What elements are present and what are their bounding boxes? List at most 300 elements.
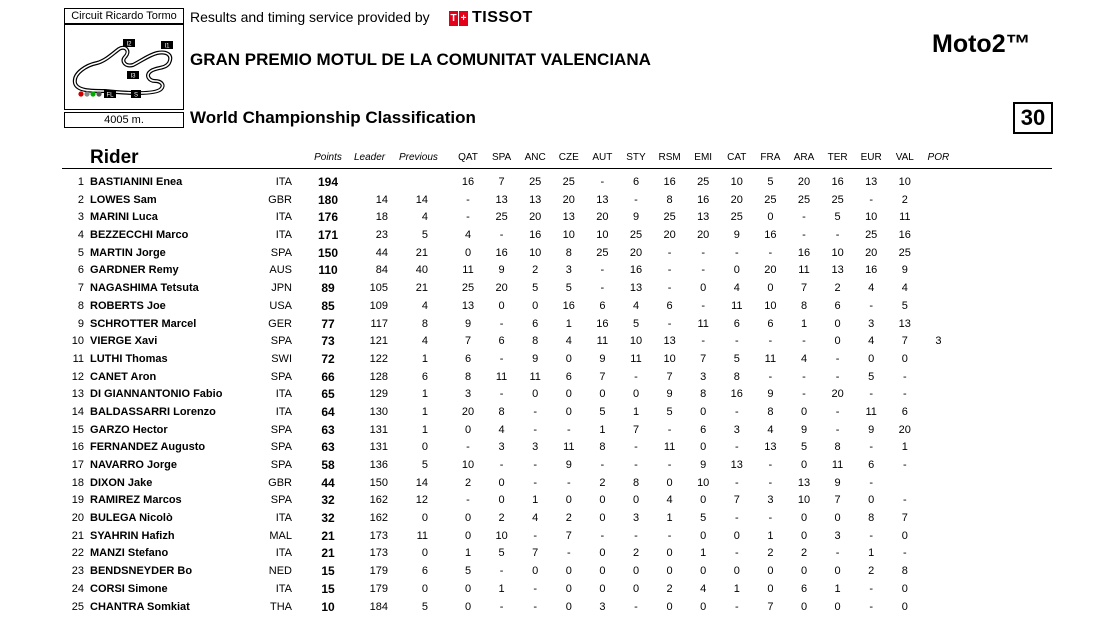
race-result: 25 — [865, 229, 878, 242]
race-result: 11 — [764, 352, 777, 365]
race-result: 8 — [868, 512, 875, 525]
race-result: 13 — [797, 476, 811, 489]
race-result: 3 — [464, 388, 472, 401]
race-result: 1 — [767, 529, 774, 542]
race-result: 4 — [800, 352, 808, 365]
race-result: - — [802, 229, 806, 242]
race-result: 7 — [666, 370, 673, 383]
race-result: 10 — [831, 246, 844, 259]
race-result: - — [869, 582, 874, 595]
race-result: - — [835, 405, 840, 418]
rider-nation: SPA — [270, 370, 292, 383]
race-result: 0 — [464, 512, 472, 525]
race-result: 0 — [532, 388, 539, 401]
race-result: - — [533, 600, 538, 613]
race-result: - — [533, 405, 538, 418]
brand-mark-t: T — [450, 12, 457, 24]
race-result: 3 — [532, 441, 539, 454]
rider-gap-previous: 0 — [421, 582, 428, 595]
rider-gap-previous: 5 — [421, 459, 428, 471]
race-result: - — [634, 459, 638, 471]
race-result: 11 — [697, 317, 709, 330]
race-result: 1 — [868, 547, 875, 560]
race-result: 9 — [632, 211, 640, 224]
race-result: 13 — [461, 299, 475, 312]
rider-points: 65 — [321, 387, 335, 402]
race-result: 0 — [565, 600, 572, 613]
rider-gap-previous: 6 — [421, 565, 428, 578]
race-result: 16 — [898, 229, 911, 242]
race-result: 0 — [834, 600, 841, 613]
table-row — [62, 369, 1052, 387]
rider-name: FERNANDEZ Augusto — [90, 441, 206, 454]
rider-gap-previous: 14 — [415, 193, 428, 206]
rider-gap-previous: 4 — [421, 211, 428, 224]
rider-points: 171 — [317, 228, 339, 243]
race-result: 25 — [529, 176, 542, 188]
map-label-i1: I1 — [164, 43, 170, 50]
race-result: 0 — [666, 600, 673, 613]
race-result: 9 — [834, 476, 841, 489]
rider-name: GARDNER Remy — [90, 264, 179, 277]
race-result: - — [768, 459, 773, 471]
table-row — [62, 316, 1052, 334]
race-result: 9 — [498, 264, 505, 277]
race-result: - — [869, 299, 874, 312]
rider-nation: ITA — [275, 547, 292, 560]
rider-name: BASTIANINI Enea — [90, 176, 183, 188]
rider-name: LUTHI Thomas — [90, 352, 168, 365]
race-result: - — [466, 193, 470, 206]
race-result: 0 — [464, 529, 472, 542]
rider-gap-leader: 131 — [369, 441, 388, 454]
race-result: 6 — [464, 352, 472, 365]
rider-nation: GBR — [268, 193, 292, 206]
race-result: 9 — [901, 264, 908, 277]
race-result: 5 — [464, 565, 472, 578]
rider-nation: MAL — [269, 529, 292, 542]
race-result: - — [835, 229, 840, 242]
race-result: 0 — [599, 547, 606, 560]
table-row — [62, 333, 1052, 351]
race-result: 7 — [733, 494, 740, 507]
brand-name: TISSOT — [472, 9, 533, 26]
header-race-rsm: RSM — [658, 152, 681, 163]
race-result: 6 — [498, 335, 505, 348]
race-result: 20 — [562, 193, 575, 206]
race-result: - — [869, 600, 874, 613]
race-result: 2 — [666, 582, 673, 595]
rider-points: 89 — [321, 281, 335, 296]
header-race-val: VAL — [895, 152, 914, 163]
race-result: 9 — [800, 423, 808, 436]
rider-points: 15 — [321, 581, 335, 596]
rider-gap-leader: 14 — [375, 193, 388, 206]
rider-gap-previous: 0 — [421, 547, 428, 560]
rider-nation: GER — [268, 317, 292, 330]
rider-name: ROBERTS Joe — [90, 299, 166, 312]
race-result: 6 — [868, 459, 875, 471]
race-result: - — [634, 600, 638, 613]
rider-gap-leader: 150 — [369, 476, 388, 489]
rider-position: 17 — [71, 459, 84, 471]
rider-points: 72 — [321, 351, 335, 366]
race-result: - — [835, 423, 840, 436]
brand-mark-cross: + — [460, 12, 467, 24]
rider-gap-previous: 8 — [421, 317, 428, 330]
map-label-i3: I3 — [130, 73, 136, 80]
table-row — [62, 351, 1052, 369]
table-row — [62, 510, 1052, 528]
race-result: - — [768, 512, 773, 525]
rider-name: BEZZECCHI Marco — [90, 229, 189, 242]
race-result: 6 — [632, 176, 640, 188]
race-result: 0 — [767, 582, 774, 595]
rider-nation: ITA — [275, 229, 292, 242]
race-result: 10 — [697, 476, 710, 489]
race-result: 0 — [565, 405, 572, 418]
race-result: 9 — [599, 352, 606, 365]
header-points: Points — [314, 152, 342, 163]
race-result: 20 — [898, 423, 911, 436]
race-result: 0 — [599, 494, 606, 507]
race-result: 9 — [767, 388, 774, 401]
race-result: 6 — [700, 423, 707, 436]
rider-name: BALDASSARRI Lorenzo — [90, 405, 216, 418]
rider-name: NAGASHIMA Tetsuta — [90, 282, 199, 295]
table-row — [62, 439, 1052, 457]
race-result: 2 — [632, 547, 640, 560]
race-result: 20 — [764, 264, 777, 277]
race-result: - — [835, 352, 840, 365]
rider-points: 15 — [321, 564, 335, 579]
map-label-s: S — [133, 92, 139, 99]
rider-gap-previous: 4 — [421, 299, 428, 312]
race-result: 9 — [666, 388, 673, 401]
rider-name: SCHROTTER Marcel — [90, 317, 197, 330]
table-row — [62, 599, 1052, 617]
rider-gap-leader: 173 — [369, 547, 388, 560]
race-result: 2 — [868, 565, 875, 578]
race-result: 4 — [700, 582, 707, 595]
race-result: 10 — [596, 229, 609, 242]
header-race-cat: CAT — [727, 152, 747, 163]
race-result: 25 — [663, 211, 676, 224]
race-result: - — [499, 352, 504, 365]
race-result: 0 — [666, 547, 673, 560]
rider-points: 21 — [321, 546, 335, 561]
race-result: 16 — [697, 193, 710, 206]
race-result: 0 — [632, 388, 640, 401]
race-result: 5 — [532, 282, 539, 295]
rider-position: 6 — [77, 264, 84, 277]
rider-points: 32 — [321, 511, 335, 526]
rider-gap-previous: 14 — [415, 476, 428, 489]
race-result: 16 — [730, 388, 743, 401]
rider-points: 77 — [321, 316, 335, 331]
race-result: 3 — [632, 512, 640, 525]
race-result: 6 — [767, 317, 774, 330]
header-rider: Rider — [90, 147, 139, 168]
table-row — [62, 192, 1052, 210]
header-race-qat: QAT — [458, 152, 478, 163]
race-result: 0 — [767, 565, 774, 578]
rider-position: 11 — [72, 352, 84, 365]
race-result: 3 — [599, 600, 606, 613]
header-race-aut: AUT — [592, 152, 613, 163]
race-result: 6 — [901, 405, 908, 418]
race-result: - — [600, 282, 605, 295]
header-leader: Leader — [354, 152, 386, 163]
rider-nation: ITA — [275, 405, 292, 418]
rider-position: 23 — [71, 565, 84, 578]
race-result: 8 — [733, 370, 740, 383]
race-result: 1 — [565, 317, 572, 330]
table-row — [62, 245, 1052, 263]
map-label-fl: FL — [106, 92, 114, 99]
race-result: - — [902, 494, 907, 507]
rider-position: 18 — [71, 476, 84, 489]
race-result: 2 — [464, 476, 472, 489]
race-result: 25 — [461, 282, 475, 295]
race-result: 9 — [733, 229, 740, 242]
race-result: 16 — [764, 229, 777, 242]
race-result: 0 — [599, 582, 606, 595]
race-result: - — [499, 600, 504, 613]
rider-gap-previous: 21 — [415, 282, 428, 295]
race-result: 0 — [565, 582, 572, 595]
race-result: - — [499, 565, 504, 578]
race-result: 13 — [764, 441, 777, 454]
rider-position: 13 — [71, 388, 84, 401]
race-result: 0 — [565, 352, 572, 365]
race-result: - — [634, 441, 638, 454]
rider-position: 22 — [71, 547, 84, 560]
race-result: 7 — [532, 547, 539, 560]
race-result: 9 — [464, 317, 472, 330]
race-result: 20 — [663, 229, 676, 242]
rider-nation: SPA — [270, 335, 292, 348]
race-result: 11 — [596, 335, 609, 348]
race-result: 5 — [666, 405, 673, 418]
race-result: 0 — [767, 282, 774, 295]
race-result: 1 — [834, 582, 841, 595]
race-result: 7 — [599, 370, 606, 383]
race-result: 2 — [834, 282, 841, 295]
race-result: 11 — [495, 370, 508, 383]
race-result: 11 — [731, 299, 743, 312]
race-result: 5 — [868, 370, 875, 383]
race-result: 0 — [464, 600, 472, 613]
race-result: 16 — [529, 229, 542, 242]
race-result: 4 — [666, 494, 673, 507]
race-result: - — [734, 335, 739, 348]
rider-name: LOWES Sam — [90, 193, 157, 206]
rider-nation: SWI — [271, 352, 292, 365]
header-race-fra: FRA — [760, 152, 781, 163]
rider-gap-previous: 0 — [421, 512, 428, 525]
race-result: 7 — [901, 335, 908, 348]
rider-gap-previous: 40 — [415, 264, 428, 277]
rider-gap-leader: 162 — [369, 494, 388, 507]
rider-name: RAMIREZ Marcos — [90, 494, 182, 507]
race-result: 0 — [901, 352, 908, 365]
rider-points: 58 — [321, 458, 335, 472]
race-result: - — [499, 317, 504, 330]
race-result: 20 — [596, 211, 609, 224]
table-row — [62, 227, 1052, 245]
race-result: 6 — [599, 299, 606, 312]
race-result: - — [600, 264, 605, 277]
race-result: - — [701, 246, 706, 259]
race-result: - — [634, 193, 638, 206]
race-result: 3 — [733, 423, 740, 436]
rider-points: 10 — [321, 599, 335, 614]
rider-points: 73 — [321, 334, 335, 349]
race-result: 0 — [532, 565, 539, 578]
race-result: 1 — [464, 547, 472, 560]
race-result: 2 — [498, 512, 505, 525]
race-result: 3 — [767, 494, 774, 507]
race-result: 20 — [461, 405, 475, 418]
race-result: 1 — [733, 582, 740, 595]
race-result: 2 — [565, 512, 572, 525]
race-result: 25 — [562, 176, 575, 188]
race-result: - — [466, 211, 470, 224]
race-result: 1 — [700, 547, 707, 560]
rider-name: DI GIANNANTONIO Fabio — [90, 388, 223, 401]
race-result: 5 — [733, 352, 740, 365]
race-result: 0 — [901, 529, 908, 542]
race-result: - — [734, 512, 739, 525]
table-row — [62, 404, 1052, 422]
round-number: 30 — [1013, 102, 1053, 134]
race-result: - — [533, 459, 538, 471]
table-row — [62, 209, 1052, 227]
race-result: 0 — [901, 582, 908, 595]
race-result: 0 — [599, 565, 606, 578]
race-result: 13 — [629, 282, 643, 295]
race-result: 25 — [797, 193, 811, 206]
race-result: 0 — [800, 529, 808, 542]
rider-name: VIERGE Xavi — [90, 335, 158, 348]
race-result: 10 — [629, 335, 643, 348]
race-result: 0 — [868, 352, 875, 365]
race-result: 8 — [800, 299, 808, 312]
rider-name: MARINI Luca — [90, 211, 158, 224]
track-layout-icon — [65, 25, 183, 109]
race-result: 1 — [532, 494, 539, 507]
race-result: 0 — [700, 282, 707, 295]
race-result: 0 — [700, 405, 707, 418]
rider-name: SYAHRIN Hafizh — [90, 529, 175, 542]
race-result: 11 — [899, 211, 911, 224]
race-result: 8 — [532, 335, 539, 348]
rider-gap-leader: 44 — [375, 246, 388, 259]
race-result: 10 — [663, 352, 676, 365]
race-result: - — [499, 229, 504, 242]
race-result: - — [667, 459, 672, 471]
race-result: 2 — [767, 547, 774, 560]
race-result: 8 — [666, 193, 673, 206]
rider-gap-previous: 1 — [421, 423, 428, 436]
race-result: - — [566, 423, 571, 436]
table-row — [62, 422, 1052, 440]
race-result: 0 — [532, 299, 539, 312]
rider-nation: USA — [269, 299, 292, 312]
rider-points: 150 — [317, 245, 339, 260]
race-result: 25 — [898, 246, 911, 259]
race-result: 20 — [831, 388, 844, 401]
class-name: Moto2™ — [932, 30, 1031, 58]
race-result: 1 — [666, 512, 673, 525]
race-result: 0 — [464, 423, 472, 436]
rider-points: 63 — [321, 440, 335, 455]
rider-points: 32 — [321, 493, 335, 508]
rider-name: CANET Aron — [90, 370, 157, 383]
race-result: - — [701, 335, 706, 348]
rider-gap-leader: 129 — [369, 388, 388, 401]
race-result: - — [768, 370, 773, 383]
map-label-i2: I2 — [126, 41, 132, 48]
race-result: 1 — [901, 441, 908, 454]
race-result: 3 — [935, 335, 942, 348]
rider-gap-previous: 12 — [415, 494, 428, 507]
race-result: 0 — [464, 582, 472, 595]
race-result: 20 — [865, 246, 878, 259]
race-result: 7 — [565, 529, 572, 542]
rider-nation: THA — [270, 600, 292, 613]
race-result: 0 — [565, 388, 572, 401]
race-result: 13 — [529, 193, 542, 206]
race-result: 8 — [464, 370, 472, 383]
race-result: - — [734, 246, 739, 259]
race-result: 6 — [532, 317, 539, 330]
header-race-cze: CZE — [558, 152, 579, 163]
race-result: - — [768, 335, 773, 348]
rider-gap-previous: 5 — [421, 600, 428, 613]
race-result: 0 — [700, 600, 707, 613]
race-result: 4 — [868, 335, 875, 348]
race-result: 0 — [632, 494, 640, 507]
race-result: 4 — [565, 335, 572, 348]
race-result: 16 — [865, 264, 878, 277]
race-result: - — [667, 246, 672, 259]
race-result: - — [634, 529, 638, 542]
rider-nation: SPA — [270, 246, 292, 259]
race-result: 25 — [764, 193, 777, 206]
race-result: 25 — [697, 176, 710, 188]
race-result: 13 — [697, 211, 710, 224]
race-result: 6 — [666, 299, 673, 312]
race-result: - — [466, 441, 470, 454]
rider-position: 19 — [71, 494, 84, 507]
rider-name: CHANTRA Somkiat — [90, 600, 190, 613]
table-header — [62, 146, 1052, 169]
race-result: 5 — [599, 405, 606, 418]
table-row — [62, 280, 1052, 298]
race-result: 8 — [498, 405, 505, 418]
rider-position: 12 — [71, 370, 84, 383]
race-result: 0 — [599, 512, 606, 525]
rider-gap-previous: 1 — [421, 352, 428, 365]
race-result: 4 — [498, 423, 505, 436]
race-result: - — [902, 547, 907, 560]
race-result: 25 — [831, 193, 844, 206]
rider-points: 64 — [321, 404, 335, 419]
race-result: 10 — [797, 494, 811, 507]
race-result: 13 — [562, 211, 575, 224]
